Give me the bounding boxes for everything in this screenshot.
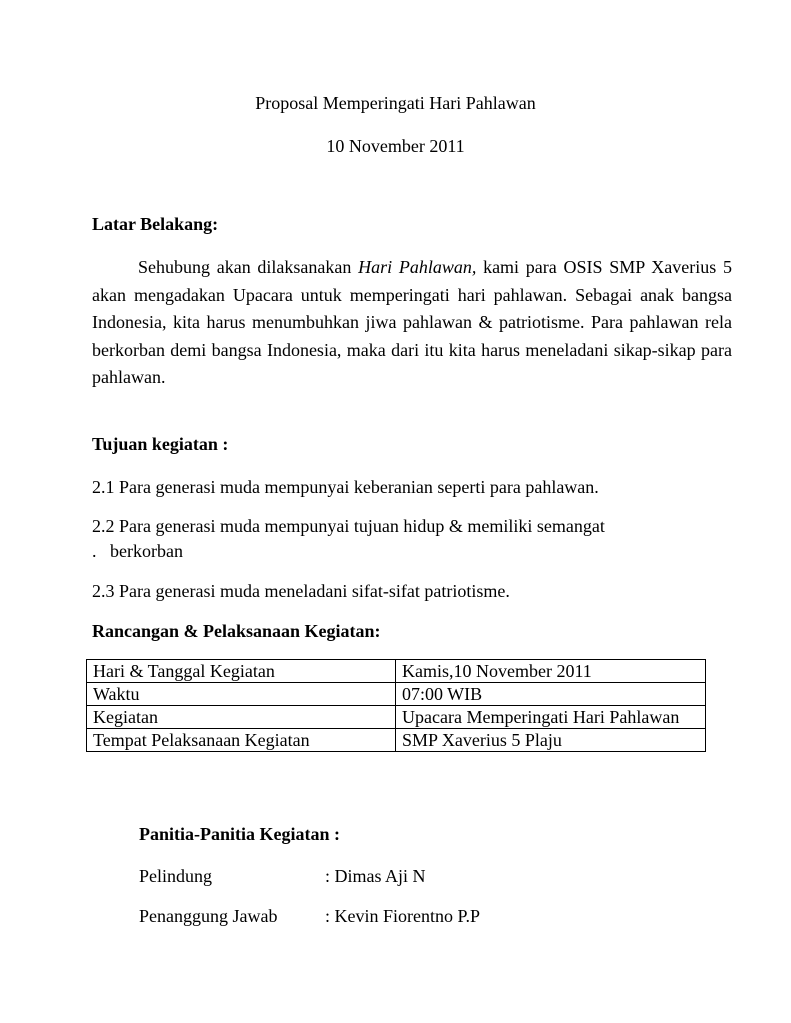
tujuan-item-2-continuation: . berkorban	[92, 541, 183, 561]
table-cell-label: Kegiatan	[87, 706, 396, 729]
table-cell-value: Kamis,10 November 2011	[396, 660, 706, 683]
panitia-heading: Panitia-Panitia Kegiatan :	[139, 824, 340, 844]
latar-heading: Latar Belakang:	[92, 214, 219, 234]
table-cell-label: Tempat Pelaksanaan Kegiatan	[87, 729, 396, 752]
table-row	[87, 706, 706, 729]
kegiatan-table	[86, 659, 706, 752]
latar-italic: Hari Pahlawan,	[358, 257, 477, 277]
document-title: Proposal Memperingati Hari Pahlawan	[255, 93, 536, 113]
panitia-role-2: Penanggung Jawab	[139, 906, 278, 926]
latar-intro: Sehubung akan dilaksanakan	[138, 257, 359, 277]
table-cell-label: Waktu	[87, 683, 396, 706]
panitia-role-1: Pelindung	[139, 866, 213, 886]
tujuan-heading: Tujuan kegiatan :	[92, 434, 229, 454]
table-cell-value: Upacara Memperingati Hari Pahlawan	[396, 706, 706, 729]
tujuan-item-3: 2.3 Para generasi muda meneladani sifat-sifat patriotisme.	[92, 581, 510, 601]
table-cell-value: 07:00 WIB	[396, 683, 706, 706]
panitia-name-1: : Dimas Aji N	[325, 866, 426, 886]
tujuan-item-2: 2.2 Para generasi muda mempunyai tujuan hidup & memiliki semangat	[92, 516, 605, 536]
document-date: 10 November 2011	[326, 136, 465, 156]
panitia-name-2: : Kevin Fiorentno P.P	[325, 906, 481, 926]
rancangan-heading: Rancangan & Pelaksanaan Kegiatan:	[92, 621, 381, 641]
table-cell-label: Hari & Tanggal Kegiatan	[87, 660, 396, 683]
table-cell-value: SMP Xaverius 5 Plaju	[396, 729, 706, 752]
latar-paragraph	[92, 254, 732, 392]
table-row	[87, 660, 706, 683]
tujuan-item-1: 2.1 Para generasi muda mempunyai keberanian seperti para pahlawan.	[92, 477, 599, 497]
table-row	[87, 729, 706, 752]
latar-rest: kami para OSIS SMP Xaverius 5 akan mengadakan Upacara untuk memperingati hari pahlawan. Sebagai anak bangsa Indonesia, kita harus menumbuhkan jiwa pahlawan & patriotisme. Para pahlawan rela berkorban demi bangsa Indonesia, maka dari itu kita harus meneladani sikap-sikap para pahlawan.	[92, 257, 732, 387]
table-row	[87, 683, 706, 706]
